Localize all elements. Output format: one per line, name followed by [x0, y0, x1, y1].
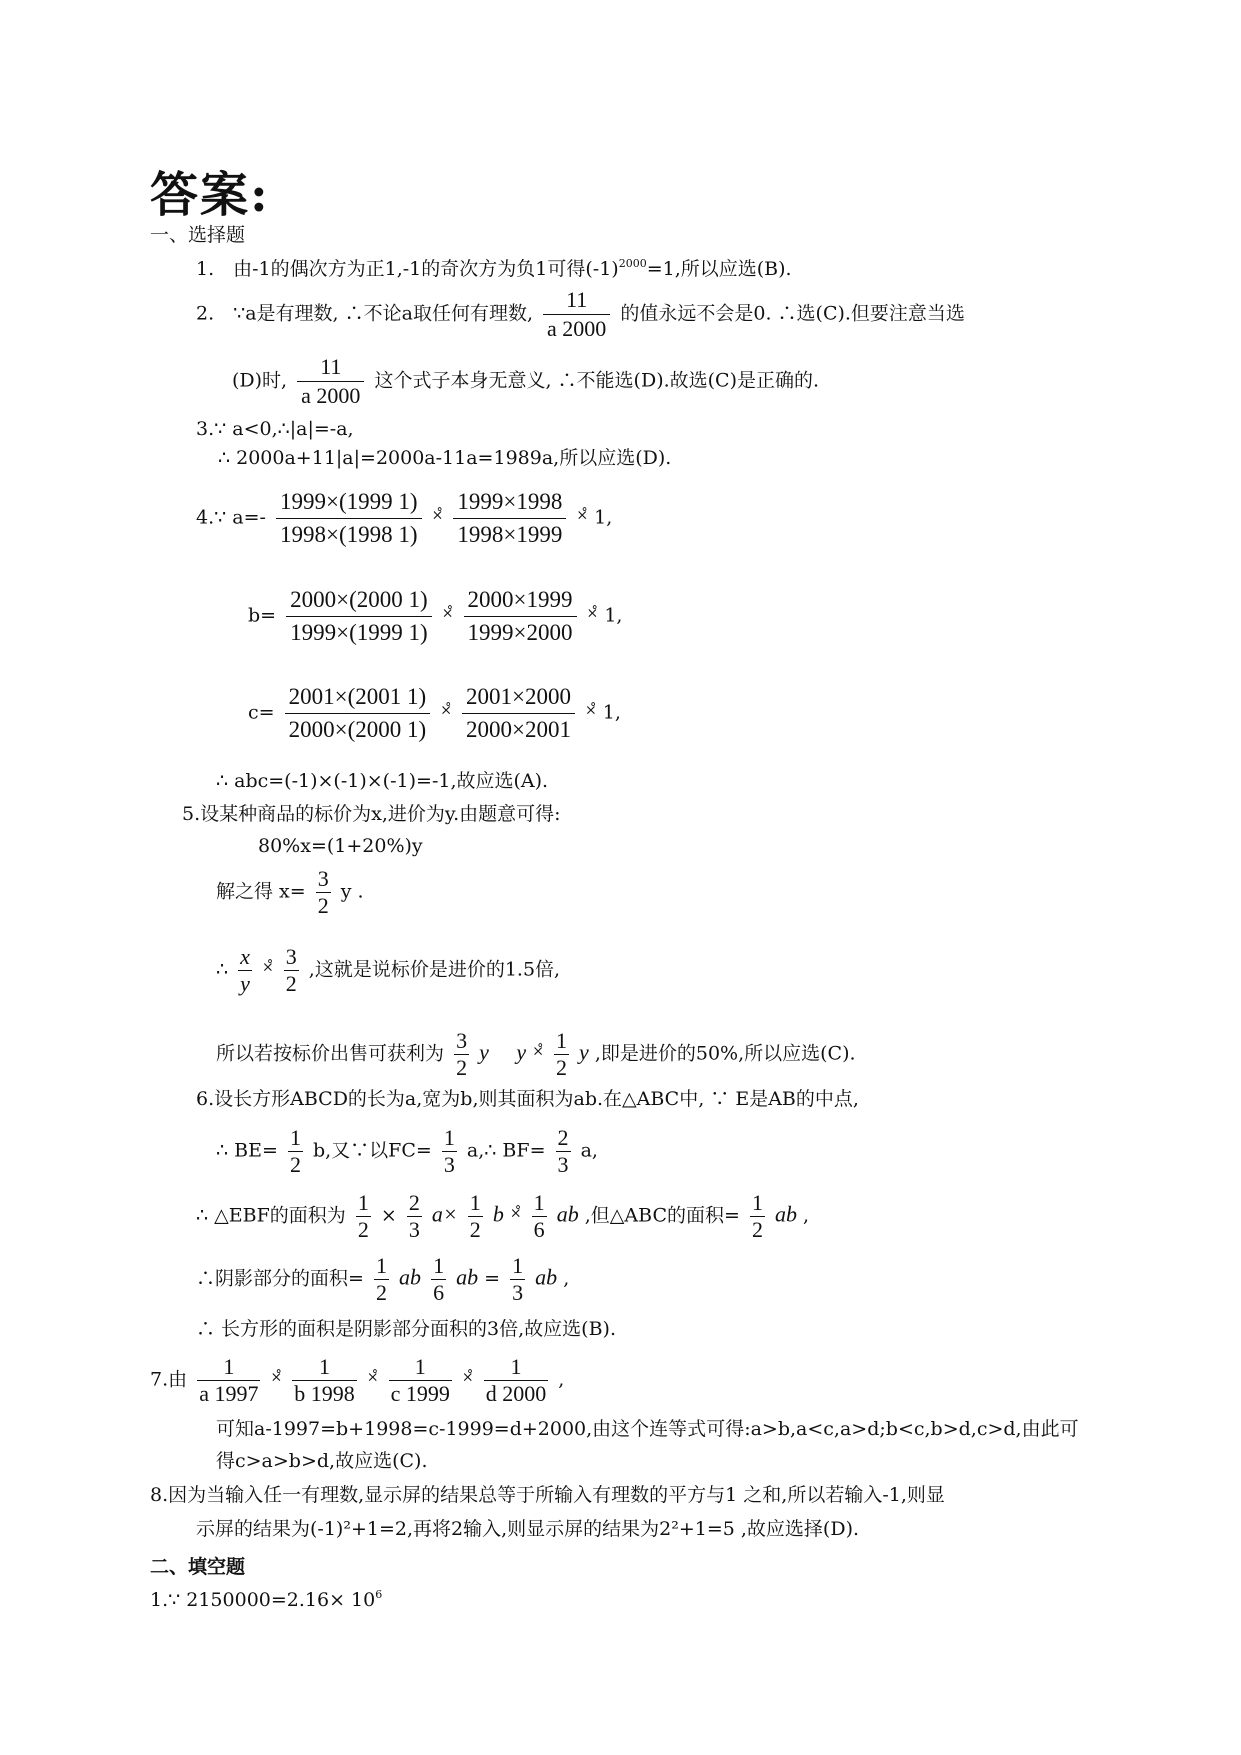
answer-5-line-4: ∴ $\frac{x}{y}$ ×̊ $\frac{3}{2}$ ,这就是说标价是进价的1.5倍, [216, 944, 561, 996]
fraction: $\frac{3}{2}$ [285, 944, 297, 996]
fraction: $\frac{1}{2}$ [751, 1190, 763, 1242]
section-heading-multiple-choice: 一、选择题 [150, 224, 246, 246]
fraction: $\frac{1}{b 1998}$ [294, 1354, 355, 1406]
answer-8-line-2: 示屏的结果为(-1)²+1=2,再将2输入,则显示屏的结果为2²+1=5 ,故应选择(D). [196, 1518, 860, 1540]
fraction: $\frac{1}{3}$ [512, 1253, 524, 1305]
answer-1: 1. 由-1的偶次方为正1,-1的奇次方为负1可得$(-1)^{2000}=1$,所以应选(B). [196, 257, 792, 280]
fraction: $\frac{2}{3}$ [408, 1190, 420, 1242]
answer-4-c: c= $\frac{2001\times(2001 1)}{2000\times(2000 1)}$ ×̊ $\frac{2001\times 2000}{2000\times 2001}$ ×̊ 1, [248, 681, 621, 746]
answer-6-line-5: ∴ 长方形的面积是阴影部分面积的3倍,故应选(B). [196, 1318, 616, 1340]
answer-2-line-2: (D)时, $\frac{11}{a 2000}$ 这个式子本身无意义, ∴不能选(D).故选(C)是正确的. [232, 354, 820, 408]
answer-6-line-3: ∴ △EBF的面积为 $\frac{1}{2}$ × $\frac{2}{3}$ a× $\frac{1}{2}$ b ×̊ $\frac{1}{6}$ ab ,但△ABC的面积= $\frac{1}{2}$ ab , [196, 1190, 810, 1242]
fraction: $\frac{1}{6}$ [533, 1190, 545, 1242]
fraction: $\frac{1999\times 1998}{1998\times 1999}$ [453, 486, 566, 551]
fraction: $\frac{1}{3}$ [443, 1125, 455, 1177]
fraction: $\frac{1}{2}$ [375, 1253, 387, 1305]
answer-3-line-2: ∴ 2000a+11|a|=2000a-11a=1989a,所以应选(D). [218, 447, 672, 469]
answer-6-line-1: 6.设长方形ABCD的长为a,宽为b,则其面积为ab.在△ABC中, ∵ E是AB的中点, [196, 1088, 859, 1110]
answer-7-line-2: 可知a-1997=b+1998=c-1999=d+2000,由这个连等式可得:a>b,a<c,a>d;b<c,b>d,c>d,由此可 [216, 1418, 1079, 1440]
fraction: $\frac{1}{d 2000}$ [485, 1354, 547, 1406]
fraction: $\frac{x}{y}$ [240, 944, 250, 996]
answer-7-line-1: 7.由 $\frac{1}{a 1997}$ ×̊ $\frac{1}{b 1998}$ ×̊ $\frac{1}{c 1999}$ ×̊ $\frac{1}{d 2000}$ , [150, 1354, 565, 1406]
fraction: $\frac{11}{a 2000}$ [543, 286, 610, 343]
answer-5-line-2: 80%x=(1+20%)y [258, 835, 423, 857]
answer-4-b: b= $\frac{2000\times(2000 1)}{1999\times(1999 1)}$ ×̊ $\frac{2000\times 1999}{1999\times 2000}$ ×̊ 1, [248, 584, 622, 649]
fraction: $\frac{1}{2}$ [469, 1190, 481, 1242]
fraction: $\frac{3}{2}$ [456, 1028, 468, 1080]
answer-6-line-4: ∴阴影部分的面积= $\frac{1}{2}$ ab $\frac{1}{6}$ ab = $\frac{1}{3}$ ab , [196, 1253, 570, 1305]
answer-2-line-1: 2. ∵a是有理数, ∴不论a取任何有理数, $\frac{11}{a 2000}$ 的值永远不会是0. ∴选(C).但要注意当选 [196, 287, 965, 341]
answer-6-line-2: ∴ BE= $\frac{1}{2}$ b,又∵以FC= $\frac{1}{3}$ a,∴ BF= $\frac{2}{3}$ a, [216, 1125, 598, 1177]
fraction: $\frac{1}{c 1999}$ [390, 1354, 450, 1406]
fraction: $\frac{2001\times 2000}{2000\times 2001}$ [462, 681, 575, 746]
answer-8-line-1: 8.因为当输入任一有理数,显示屏的结果总等于所输入有理数的平方与1 之和,所以若输入-1,则显 [150, 1484, 945, 1506]
answer-5-line-1: 5.设某种商品的标价为x,进价为y.由题意可得: [182, 803, 561, 825]
answer-4-a: 4.∵ a=- $\frac{1999\times(1999 1)}{1998\times(1998 1)}$ ×̊ $\frac{1999\times 1998}{1998\times 1999}$ ×̊ 1, [196, 486, 612, 551]
fraction: $\frac{2000\times(2000 1)}{1999\times(1999 1)}$ [286, 584, 432, 649]
fraction: $\frac{3}{2}$ [317, 866, 329, 918]
fraction: $\frac{1}{a 1997}$ [199, 1354, 259, 1406]
answer-7-line-3: 得c>a>b>d,故应选(C). [216, 1450, 428, 1472]
page-title: 答案: [150, 167, 270, 223]
fill-answer-1: 1.∵ $2150000=2.16\times 10^6$ [150, 1588, 383, 1611]
fraction: $\frac{11}{a 2000}$ [297, 353, 364, 410]
fraction: $\frac{1}{2}$ [555, 1028, 567, 1080]
fraction: $\frac{1999\times(1999 1)}{1998\times(1998 1)}$ [276, 486, 422, 551]
fraction: $\frac{2001\times(2001 1)}{2000\times(2000 1)}$ [285, 681, 431, 746]
fraction: $\frac{1}{2}$ [357, 1190, 369, 1242]
answer-5-line-5: 所以若按标价出售可获利为 $\frac{3}{2}$ y y ×̊ $\frac{1}{2}$ y ,即是进价的50%,所以应选(C). [216, 1028, 856, 1080]
answer-5-line-3: 解之得 x= $\frac{3}{2}$ y . [216, 866, 364, 918]
fraction: $\frac{2000\times 1999}{1999\times 2000}$ [464, 584, 577, 649]
section-heading-fill-in-blank: 二、填空题 [150, 1556, 246, 1578]
answer-3-line-1: 3.∵ a<0,∴|a|=-a, [196, 418, 354, 440]
fraction: $\frac{2}{3}$ [557, 1125, 569, 1177]
fraction: $\frac{1}{6}$ [433, 1253, 445, 1305]
fraction: $\frac{1}{2}$ [289, 1125, 301, 1177]
answer-4-conclusion: ∴ abc=(-1)×(-1)×(-1)=-1,故应选(A). [216, 770, 549, 792]
